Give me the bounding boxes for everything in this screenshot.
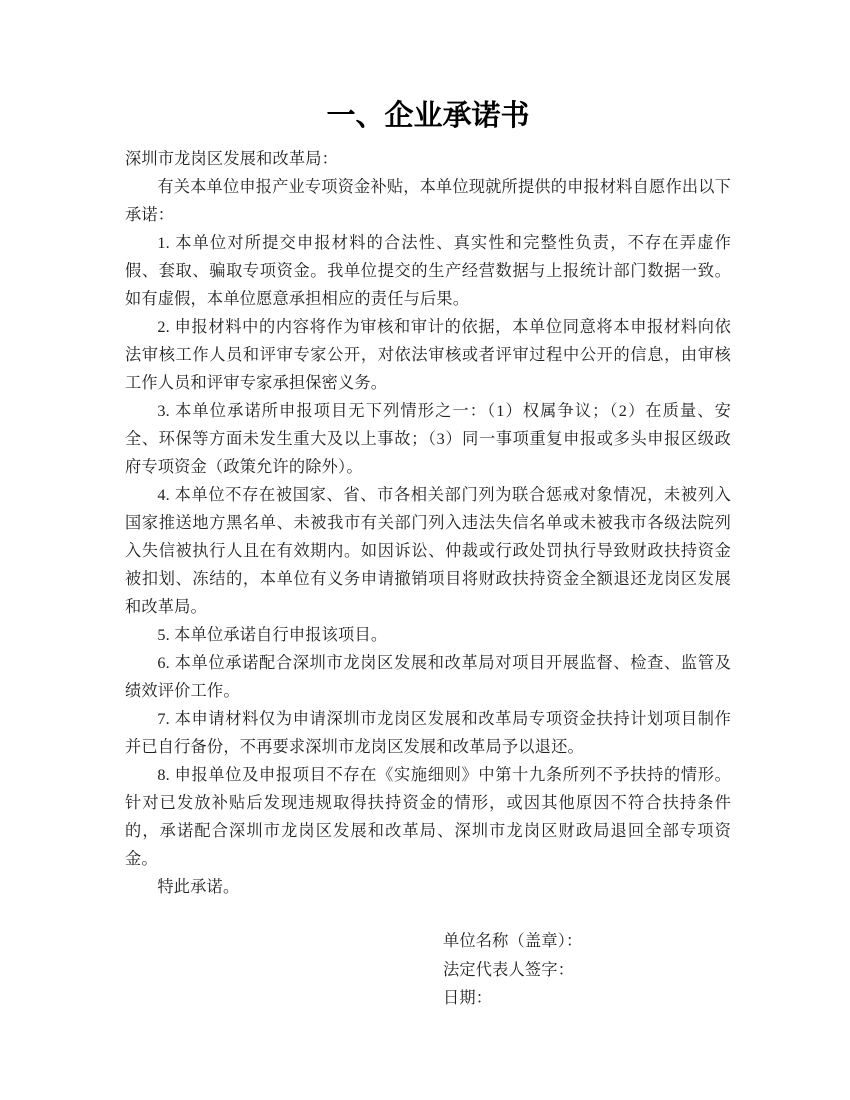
salutation-line: 深圳市龙岗区发展和改革局： — [125, 150, 339, 168]
signature-block — [443, 927, 731, 1013]
closing-statement: 特此承诺。 — [157, 878, 240, 896]
commitment-item-6: 6. 本单位承诺配合深圳市龙岗区发展和改革局对项目开展监督、检查、监管及绩效评价工作。 — [125, 654, 731, 700]
commitment-item-7: 7. 本申请材料仅为申请深圳市龙岗区发展和改革局专项资金扶持计划项目制作并已自行备份，不再要求深圳市龙岗区发展和改革局予以退还。 — [125, 710, 731, 756]
commitment-item-8: 8. 申报单位及申报项目不存在《实施细则》中第十九条所列不予扶持的情形。针对已发放补贴后发现违规取得扶持资金的情形，或因其他原因不符合扶持条件的，承诺配合深圳市龙岗区发展和改革局、深圳市龙岗区财政局退回全部专项资金。 — [125, 766, 731, 868]
commitment-item-3: 3. 本单位承诺所申报项目无下列情形之一：（1）权属争议；（2）在质量、安全、环保等方面未发生重大及以上事故；（3）同一事项重复申报或多头申报区级政府专项资金（政策允许的除外）。 — [125, 402, 731, 476]
document-body — [0, 145, 850, 1013]
intro-paragraph: 有关本单位申报产业专项资金补贴，本单位现就所提供的申报材料自愿作出以下承诺： — [125, 178, 731, 224]
signature-unit-name-label: 单位名称（盖章）： — [443, 932, 583, 950]
commitment-item-2: 2. 申报材料中的内容将作为审核和审计的依据，本单位同意将本申报材料向依法审核工作人员和评审专家公开，对依法审核或者评审过程中公开的信息，由审核工作人员和评审专家承担保密义务。 — [125, 318, 731, 392]
commitment-item-5: 5. 本单位承诺自行申报该项目。 — [157, 626, 388, 644]
document-title: 一、企业承诺书 — [326, 100, 530, 132]
commitment-item-4: 4. 本单位不存在被国家、省、市各相关部门列为联合惩戒对象情况，未被列入国家推送地方黑名单、未被我市有关部门列入违法失信名单或未被我市各级法院列入失信被执行人且在有效期内。如因诉讼、仲裁或行政处罚执行导致财政扶持资金被扣划、冻结的，本单位有义务申请撤销项目将财政扶持资金全额退还龙岗区发展和改革局。 — [125, 486, 731, 616]
signature-date-label: 日期： — [443, 989, 493, 1007]
commitment-item-1: 1. 本单位对所提交申报材料的合法性、真实性和完整性负责，不存在弄虚作假、套取、骗取专项资金。我单位提交的生产经营数据与上报统计部门数据一致。如有虚假，本单位愿意承担相应的责任与后果。 — [125, 234, 731, 308]
signature-legal-representative-label: 法定代表人签字： — [443, 960, 575, 979]
